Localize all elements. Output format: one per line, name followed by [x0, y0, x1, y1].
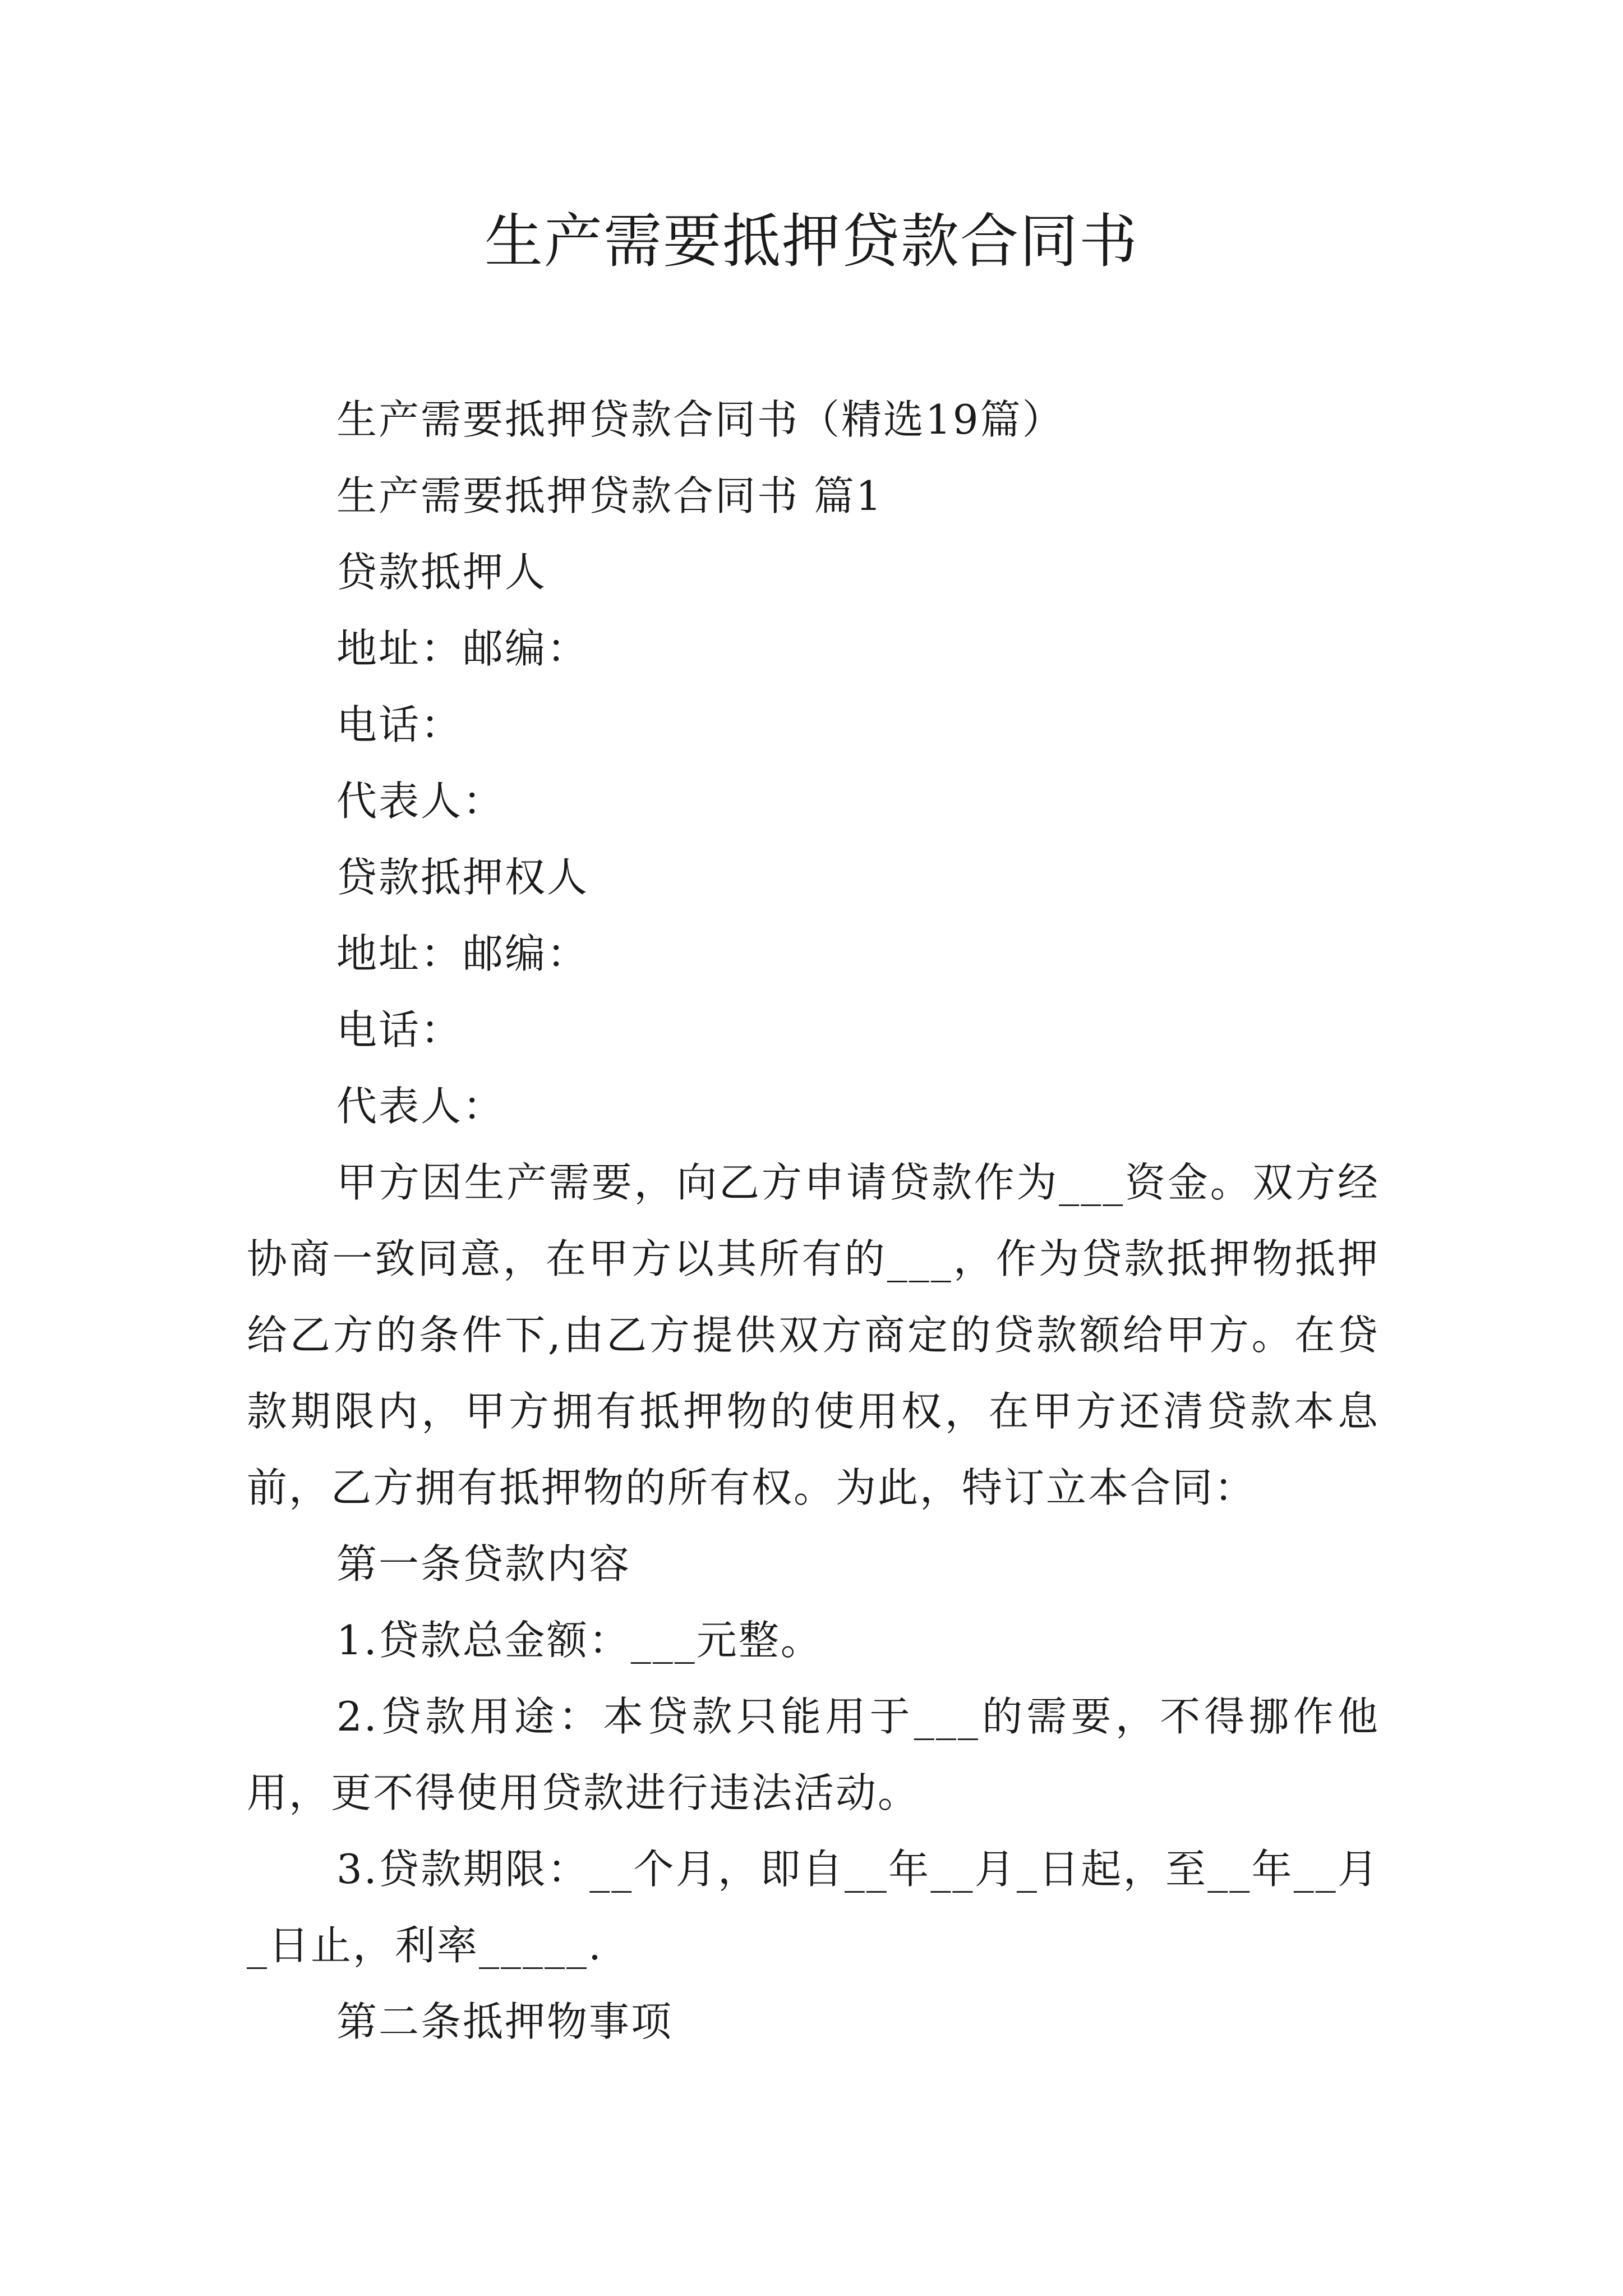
document-title: 生产需要抵押贷款合同书	[484, 207, 1138, 275]
mortgagee-label: 贷款抵押权人	[336, 854, 589, 901]
mortgagee-phone: 电话：	[336, 1006, 463, 1053]
section-heading: 生产需要抵押贷款合同书 篇1	[336, 472, 883, 519]
article-1-item-3: 3.贷款期限：__个月，即自__年__月_日起，至__年__月_日止，利率_____.	[247, 1846, 1380, 1969]
article-1-heading: 第一条贷款内容	[336, 1540, 631, 1588]
document-body	[247, 381, 1380, 2060]
mortgagor-phone: 电话：	[336, 701, 463, 748]
article-2-heading: 第二条抵押物事项	[336, 1998, 674, 2045]
mortgagor-representative: 代表人：	[336, 777, 505, 825]
mortgagor-label: 贷款抵押人	[336, 549, 547, 596]
preamble-paragraph: 甲方因生产需要，向乙方申请贷款作为___资金。双方经协商一致同意，在甲方以其所有的___，作为贷款抵押物抵押给乙方的条件下,由乙方提供双方商定的贷款额给甲方。在贷款期限内，甲方拥有抵押物的使用权，在甲方还清贷款本息前，乙方拥有抵押物的所有权。为此，特订立本合同：	[247, 1159, 1380, 1511]
article-1-item-2: 2.贷款用途：本贷款只能用于___的需要，不得挪作他用，更不得使用贷款进行违法活动。	[247, 1693, 1380, 1816]
mortgagee-representative: 代表人：	[336, 1083, 505, 1130]
mortgagor-address: 地址：邮编：	[336, 625, 589, 672]
subtitle-line: 生产需要抵押贷款合同书（精选19篇）	[336, 396, 1064, 443]
article-1-item-1: 1.贷款总金额：___元整。	[336, 1617, 823, 1664]
mortgagee-address: 地址：邮编：	[336, 930, 589, 977]
